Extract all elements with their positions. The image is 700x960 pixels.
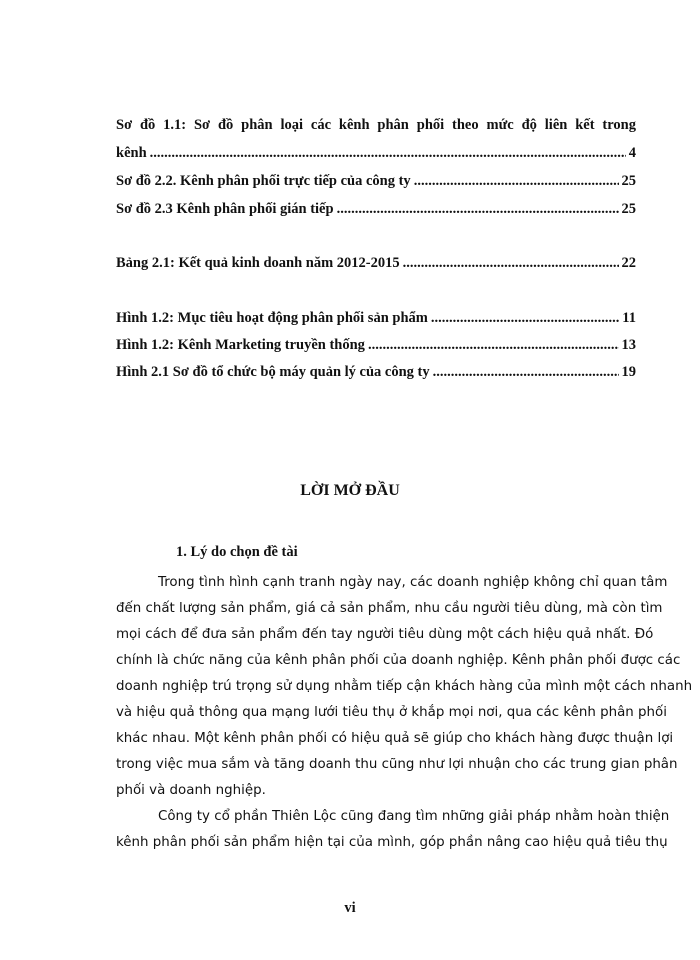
toc-label: Sơ đồ 2.2. Kênh phân phối trực tiếp của công ty: [116, 173, 411, 189]
toc-label: kênh: [116, 145, 147, 161]
toc-entry-diagram-1-1[interactable]: Sơ đồ 1.1: Sơ đồ phân loại các kênh phân phối theo mức độ liên kết trong: [116, 117, 636, 133]
paragraph-line: doanh nghiệp trú trọng sử dụng nhằm tiếp cận khách hàng của mình một cách nhanh: [116, 679, 693, 694]
toc-leader: [433, 363, 619, 381]
page-number: vi: [344, 900, 356, 916]
toc-leader: [414, 172, 619, 190]
intro-paragraph-1: [116, 570, 693, 804]
paragraph-line: trong việc mua sắm và tăng doanh thu cũng như lợi nhuận cho các trung gian phân: [116, 757, 678, 772]
toc-entry-figure-1-2b[interactable]: [116, 336, 636, 354]
toc-leader: [368, 336, 619, 354]
toc-entry-diagram-2-2[interactable]: [116, 172, 636, 190]
toc-page-number: 25: [621, 173, 636, 189]
toc-entry-table-2-1[interactable]: [116, 254, 636, 272]
toc-leader: [337, 200, 619, 218]
toc-entry-diagram-2-3[interactable]: [116, 200, 636, 218]
toc-page-number: 4: [628, 145, 636, 161]
toc-entry-figure-2-1[interactable]: [116, 363, 636, 381]
paragraph-line: chính là chức năng của kênh phân phối của doanh nghiệp. Kênh phân phối được các: [116, 653, 681, 668]
paragraph-line: khác nhau. Một kênh phân phối có hiệu quả sẽ giúp cho khách hàng được thuận lợi: [116, 731, 674, 746]
section-title: 1. Lý do chọn đề tài: [176, 544, 298, 560]
toc-entry-figure-1-2a[interactable]: [116, 309, 636, 327]
toc-label: Bảng 2.1: Kết quả kinh doanh năm 2012-2015: [116, 255, 400, 271]
toc-page-number: 22: [621, 255, 636, 271]
toc-page-number: 25: [621, 201, 636, 217]
intro-heading: LỜI MỞ ĐẦU: [300, 482, 400, 499]
toc-leader: [403, 254, 619, 272]
toc-label: Hình 1.2: Kênh Marketing truyền thống: [116, 337, 365, 353]
intro-paragraph-2: [116, 804, 670, 856]
toc-label: Sơ đồ 2.3 Kênh phân phối gián tiếp: [116, 201, 334, 217]
paragraph-line: mọi cách để đưa sản phẩm đến tay người tiêu dùng một cách hiệu quả nhất. Đó: [116, 627, 654, 642]
toc-page-number: 11: [622, 310, 636, 326]
paragraph-line: kênh phân phối sản phẩm hiện tại của mình, góp phần nâng cao hiệu quả tiêu thụ: [116, 835, 668, 850]
paragraph-line: phối và doanh nghiệp.: [116, 783, 266, 798]
toc-entry-diagram-1-1-cont[interactable]: [116, 144, 636, 162]
toc-page-number: 13: [621, 337, 636, 353]
toc-page-number: 19: [621, 364, 636, 380]
paragraph-line: và hiệu quả thông qua mạng lưới tiêu thụ ở khắp mọi nơi, qua các kênh phân phối: [116, 705, 667, 720]
toc-label: Hình 1.2: Mục tiêu hoạt động phân phối sản phẩm: [116, 310, 428, 326]
toc-leader: [150, 144, 626, 162]
paragraph-line: Công ty cổ phần Thiên Lộc cũng đang tìm những giải pháp nhằm hoàn thiện: [158, 809, 670, 824]
paragraph-line: đến chất lượng sản phẩm, giá cả sản phẩm, nhu cầu người tiêu dùng, mà còn tìm: [116, 601, 663, 616]
toc-label: Hình 2.1 Sơ đồ tổ chức bộ máy quản lý của công ty: [116, 364, 430, 380]
paragraph-line: Trong tình hình cạnh tranh ngày nay, các doanh nghiệp không chỉ quan tâm: [158, 575, 668, 590]
toc-leader: [431, 309, 619, 327]
